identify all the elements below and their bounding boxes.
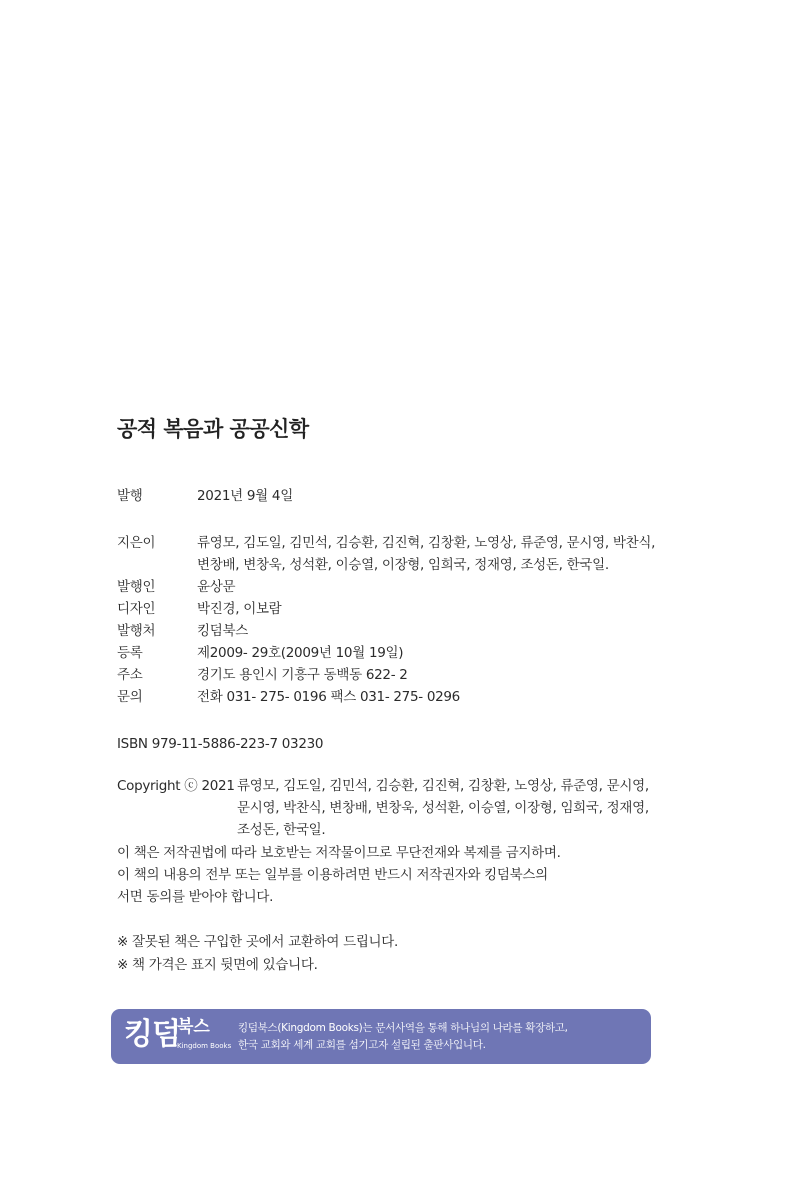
address-label: 주소 <box>117 667 143 683</box>
authors-label: 지은이 <box>117 535 156 551</box>
copyright-line-3: 조성돈, 한국일. <box>237 822 326 838</box>
publisher-banner <box>111 1009 651 1064</box>
logo-sub-text: 북스 <box>177 1017 210 1037</box>
logo-english-text: Kingdom Books <box>177 1042 232 1050</box>
publisher-value: 킹덤북스 <box>197 623 248 639</box>
designer-label: 디자인 <box>117 601 156 617</box>
isbn: ISBN 979-11-5886-223-7 03230 <box>117 736 324 752</box>
address-value: 경기도 용인시 기흥구 동백동 622- 2 <box>197 667 408 683</box>
publish-date-label: 발행 <box>117 488 143 504</box>
publisher-label: 발행처 <box>117 623 156 639</box>
copyright-line-1: 류영모, 김도일, 김민석, 김승환, 김진혁, 김창환, 노영상, 류준영, 문시영, <box>237 778 649 794</box>
book-title: 공적 복음과 공공신학 <box>117 417 309 441</box>
copyright-label: Copyright ⓒ 2021 <box>117 778 235 794</box>
authors-line-1: 류영모, 김도일, 김민석, 김승환, 김진혁, 김창환, 노영상, 류준영, 문시영, 박찬식, <box>197 535 656 551</box>
contact-value: 전화 031- 275- 0196 팩스 031- 275- 0296 <box>197 689 460 705</box>
banner-text-line-2: 한국 교회와 세계 교회를 섬기고자 설립된 출판사입니다. <box>238 1039 486 1051</box>
publisher-person-value: 윤상문 <box>197 579 236 595</box>
notice-line-2: 이 책의 내용의 전부 또는 일부를 이용하려면 반드시 저작권자와 킹덤북스의 <box>117 867 548 883</box>
designer-value: 박진경, 이보람 <box>197 601 282 617</box>
authors-line-2: 변창배, 변창욱, 성석환, 이승열, 이장형, 임희국, 정재영, 조성돈, 한국일. <box>197 557 609 573</box>
notice-line-1: 이 책은 저작권법에 따라 보호받는 저작물이므로 무단전재와 복제를 금지하며. <box>117 845 561 861</box>
footnote-price: ※ 책 가격은 표지 뒷면에 있습니다. <box>117 957 318 973</box>
logo-main-text: 킹덤 <box>124 1017 180 1052</box>
contact-label: 문의 <box>117 689 143 705</box>
registration-value: 제2009- 29호(2009년 10월 19일) <box>197 645 404 661</box>
copyright-line-2: 문시영, 박찬식, 변창배, 변창욱, 성석환, 이승열, 이장형, 임희국, 정재영, <box>237 800 649 816</box>
footnote-exchange: ※ 잘못된 책은 구입한 곳에서 교환하여 드립니다. <box>117 934 399 950</box>
publisher-person-label: 발행인 <box>117 579 156 595</box>
registration-label: 등록 <box>117 645 143 661</box>
publish-date-value: 2021년 9월 4일 <box>197 488 293 504</box>
banner-text-line-1: 킹덤북스(Kingdom Books)는 문서사역을 통해 하나님의 나라를 확장하고, <box>238 1022 568 1034</box>
notice-line-3: 서면 동의를 받아야 합니다. <box>117 889 274 905</box>
